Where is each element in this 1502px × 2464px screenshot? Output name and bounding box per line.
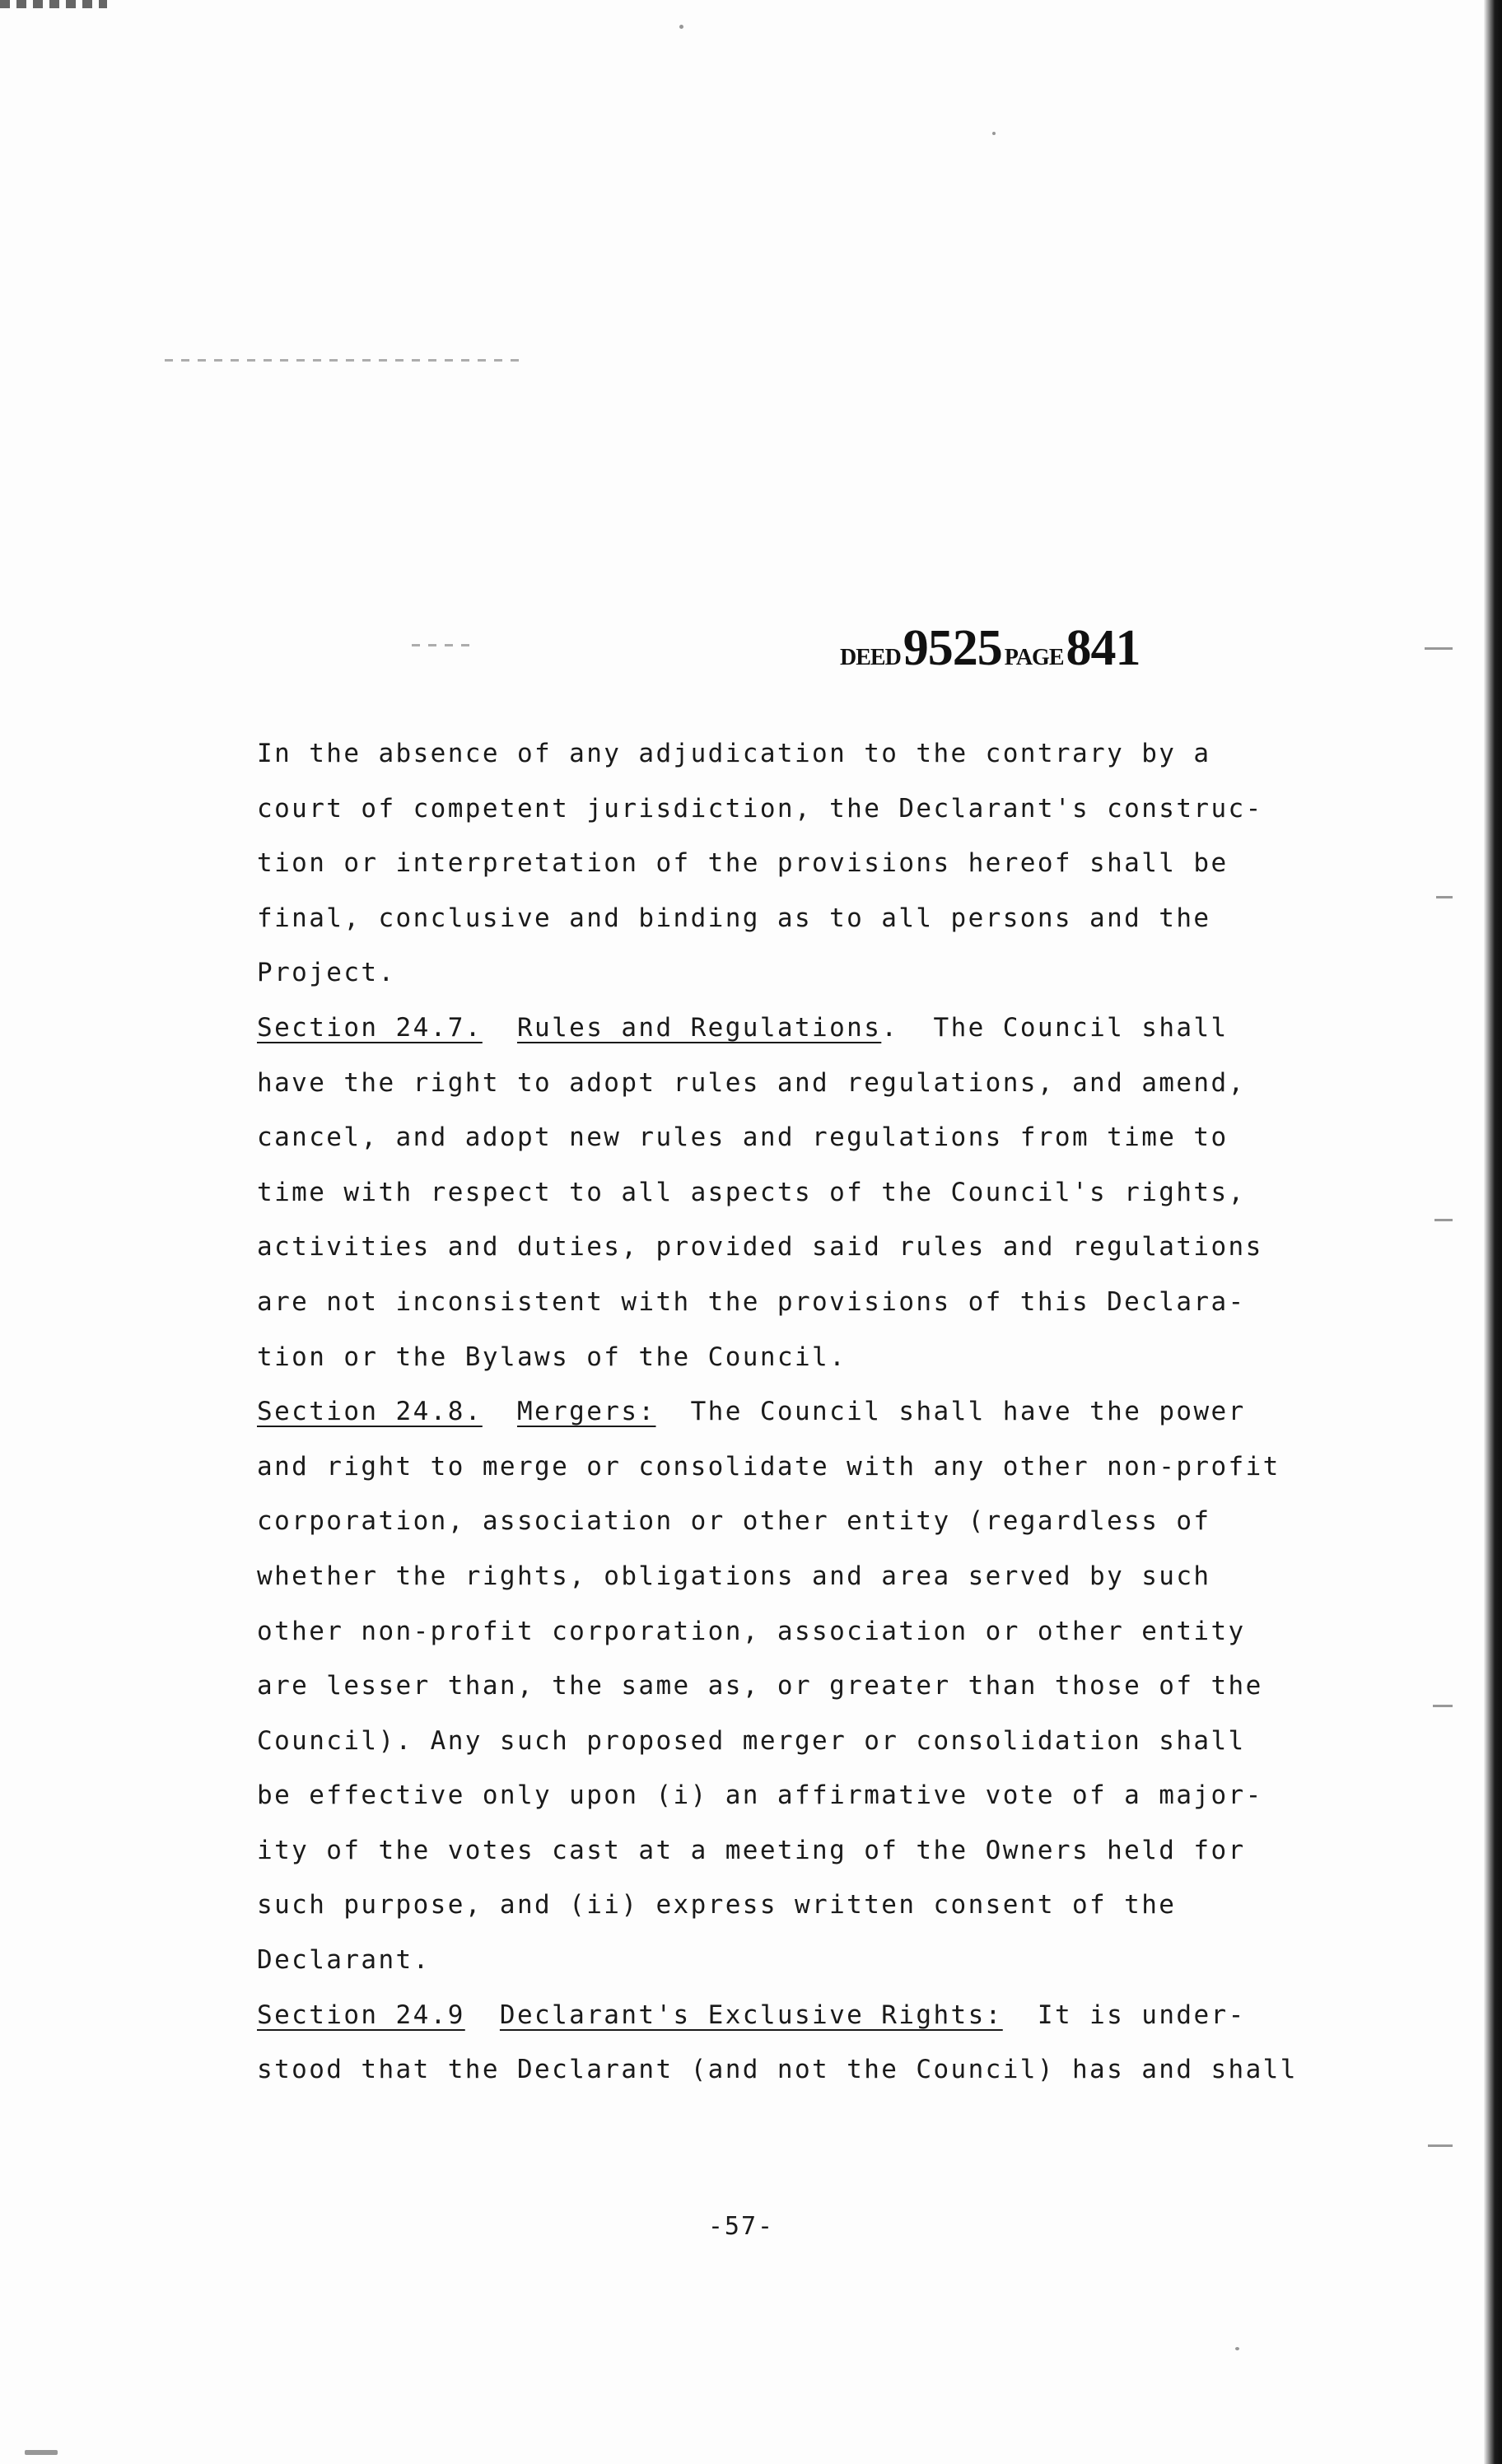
heading-gap [483,1013,517,1043]
section-text: . The Council shall [881,1012,1229,1043]
margin-mark [1436,896,1453,898]
scan-edge-right [1484,0,1502,2464]
text-line: are lesser than, the same as, or greater than those of the [257,1671,1263,1701]
heading-gap [465,2000,500,2030]
text-line: activities and duties, provided said rules and regulations [257,1232,1263,1262]
book-page-stamp [840,619,1140,678]
section-heading-line [257,1988,1278,2043]
section-heading-line [257,1001,1278,1056]
text-line: tion or interpretation of the provisions hereof shall be [257,848,1229,879]
page-number: -57- [707,2212,775,2241]
margin-mark [1425,647,1453,650]
heading-gap [483,1397,517,1426]
scan-speck [992,132,996,135]
section-number: Section 24.7. [257,1012,483,1043]
text-line: other non-profit corporation, association or other entity [257,1616,1246,1646]
recorded-page-number: 841 [1066,620,1140,676]
text-line: time with respect to all aspects of the Council's rights, [257,1177,1246,1207]
text-line: are not inconsistent with the provisions of this Declara- [257,1286,1246,1317]
page-label: PAGE [1004,645,1064,670]
book-label: DEED [840,645,901,670]
text-line: Declarant. [257,1945,431,1976]
text-line: such purpose, and (ii) express written consent of the [257,1890,1177,1920]
margin-mark [1433,1705,1453,1707]
text-line: have the right to adopt rules and regulations, and amend, [257,1067,1246,1098]
book-number: 9525 [903,620,1002,676]
text-line: ity of the votes cast at a meeting of the Owners held for [257,1835,1246,1865]
text-line: final, conclusive and binding as to all persons and the [257,903,1211,933]
scan-speck [25,2450,58,2455]
text-line: stood that the Declarant (and not the Council) has and shall [257,2055,1298,2085]
section-heading-line [257,1384,1278,1440]
text-line: and right to merge or consolidate with any other non-profit [257,1451,1280,1482]
document-body [257,726,1298,2098]
scan-artifact-line [412,644,469,646]
text-line: tion or the Bylaws of the Council. [257,1342,847,1372]
scan-artifact-line [165,359,527,362]
margin-mark [1434,1219,1453,1221]
text-line: court of competent jurisdiction, the Declarant's construc- [257,793,1263,824]
text-line: Council). Any such proposed merger or consolidation shall [257,1725,1246,1756]
text-line: corporation, association or other entity (regardless of [257,1506,1211,1537]
section-title: Mergers: [516,1397,656,1427]
text-line: whether the rights, obligations and area served by such [257,1561,1211,1591]
scan-speck [679,25,683,29]
section-number: Section 24.8. [257,1397,483,1427]
section-title: Declarant's Exclusive Rights: [499,2000,1003,2030]
margin-mark [1428,2144,1453,2147]
text-line: In the absence of any adjudication to the contrary by a [257,739,1211,768]
scan-edge-top [0,0,107,8]
text-line: Project. [257,958,396,988]
section-number: Section 24.9 [257,2000,465,2030]
section-text: The Council shall have the power [655,1397,1246,1427]
text-line: cancel, and adopt new rules and regulations from time to [257,1122,1229,1153]
text-line: be effective only upon (i) an affirmative vote of a major- [257,1780,1263,1811]
scan-speck [1235,2347,1239,2350]
section-text: It is under- [1002,2000,1246,2030]
section-title: Rules and Regulations [516,1012,882,1043]
